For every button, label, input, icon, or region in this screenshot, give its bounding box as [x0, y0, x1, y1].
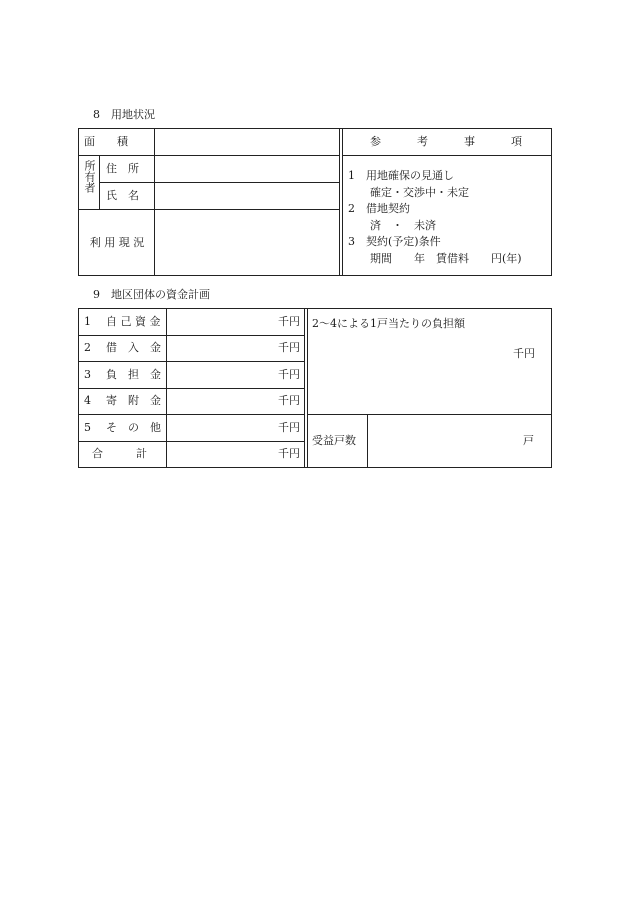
- row-number: 4: [84, 394, 91, 407]
- ref-line: 3 契約(予定)条件: [348, 235, 441, 248]
- reference-notes: [348, 168, 522, 267]
- row-label-borrowing: 借 入 金: [106, 341, 161, 354]
- ref-line: 済 ・ 未済: [348, 218, 436, 232]
- section-9-title: 9 地区団体の資金計画: [93, 288, 210, 301]
- row-unit: 千円: [278, 341, 300, 354]
- ref-line: 確定・交渉中・未定: [348, 185, 469, 199]
- burden-unit: 千円: [513, 347, 535, 360]
- burden-per-household-label: 2〜4による1戸当たりの負担額: [312, 317, 465, 330]
- row-label-own-funds: 自 己 資 金: [106, 315, 161, 328]
- households-label: 受益戸数: [312, 434, 356, 447]
- ref-line: 期間 年 賃借料 円(年): [348, 251, 522, 265]
- section-8-title: 8 用地状況: [93, 108, 155, 121]
- row-label-donation: 寄 附 金: [106, 394, 161, 407]
- row-unit: 千円: [278, 368, 300, 381]
- row-label-contribution: 負 担 金: [106, 368, 161, 381]
- usage-label: 利 用 現 況: [89, 236, 145, 249]
- owner-label: 所有者: [83, 160, 96, 193]
- row-number: 5: [84, 421, 91, 434]
- reference-header: 参 考 事 項: [370, 135, 522, 148]
- row-number: 1: [84, 315, 91, 328]
- row-label-other: そ の 他: [106, 421, 161, 434]
- ref-line: 2 借地契約: [348, 202, 410, 215]
- row-unit: 千円: [278, 421, 300, 434]
- row-number: 3: [84, 368, 91, 381]
- row-unit: 千円: [278, 394, 300, 407]
- ref-line: 1 用地確保の見通し: [348, 169, 454, 182]
- area-label: 面 積: [84, 135, 128, 148]
- row-unit: 千円: [278, 315, 300, 328]
- total-label: 合 計: [92, 447, 147, 460]
- name-label: 氏 名: [106, 189, 139, 202]
- households-unit: 戸: [523, 434, 534, 447]
- row-number: 2: [84, 341, 91, 354]
- address-label: 住 所: [106, 162, 139, 175]
- total-unit: 千円: [278, 447, 300, 460]
